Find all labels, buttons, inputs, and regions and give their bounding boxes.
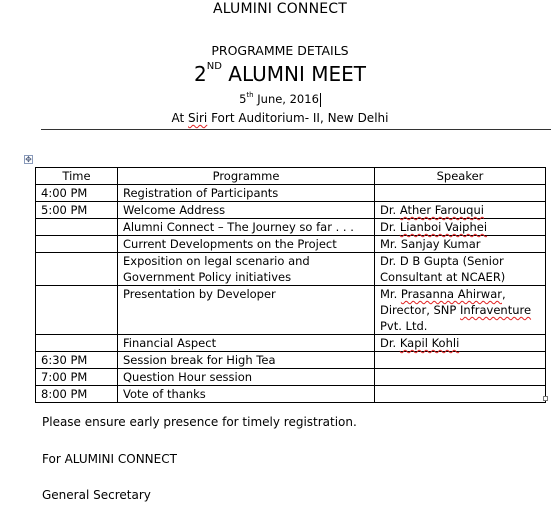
cell-time <box>36 253 118 286</box>
cell-speaker <box>375 219 546 236</box>
cell-speaker <box>375 386 546 403</box>
table-row <box>36 386 546 403</box>
speaker-line <box>380 286 540 302</box>
speaker-name: Prasanna Ahirwar <box>400 287 502 301</box>
speaker-title: Dr. <box>380 203 400 217</box>
footer-signatory: General Secretary <box>42 488 151 502</box>
cell-time <box>36 236 118 253</box>
table-row <box>36 236 546 253</box>
footer-note: Please ensure early presence for timely registration. <box>42 415 357 429</box>
cell-programme: Financial Aspect <box>118 335 375 352</box>
event-title <box>0 62 560 86</box>
cell-speaker <box>375 202 546 219</box>
cell-time: 7:00 PM <box>36 369 118 386</box>
cell-time <box>36 286 118 335</box>
cell-programme: Question Hour session <box>118 369 375 386</box>
header-speaker: Speaker <box>375 168 546 185</box>
cell-time: 6:30 PM <box>36 352 118 369</box>
cell-time: 8:00 PM <box>36 386 118 403</box>
cell-programme: Welcome Address <box>118 202 375 219</box>
event-date <box>0 92 560 107</box>
cell-programme: Presentation by Developer <box>118 286 375 335</box>
speaker-line: Dr. D B Gupta (Senior <box>380 254 504 268</box>
event-date-rest: June, 2016 <box>253 92 319 106</box>
cell-programme: Current Developments on the Project <box>118 236 375 253</box>
programme-table <box>35 167 546 403</box>
organization-title: ALUMINI CONNECT <box>212 1 348 17</box>
cell-programme: Alumni Connect – The Journey so far . . . <box>118 219 375 236</box>
table-row <box>36 253 546 286</box>
speaker-role: Director, SNP <box>380 303 461 317</box>
event-date-ordinal: th <box>246 91 254 99</box>
cell-time <box>36 219 118 236</box>
speaker-line: Consultant at NCAER) <box>380 270 506 284</box>
cell-time: 5:00 PM <box>36 202 118 219</box>
cell-programme: Registration of Participants <box>118 185 375 202</box>
programme-subtitle: PROGRAMME DETAILS <box>211 43 349 58</box>
table-row <box>36 286 546 335</box>
move-handle-icon[interactable]: ✥ <box>25 155 32 164</box>
table-header-row <box>36 168 546 185</box>
event-title-number: 2 <box>194 62 207 86</box>
programme-line: Exposition on legal scenario and <box>123 254 310 268</box>
speaker-title: Dr. <box>380 336 400 350</box>
venue-prefix: At <box>171 111 189 125</box>
event-date-day: 5 <box>239 92 247 106</box>
venue-siri-misspelled: Siri <box>188 111 208 125</box>
table-row <box>36 369 546 386</box>
speaker-line <box>380 302 540 318</box>
cell-speaker <box>375 286 546 335</box>
cell-speaker <box>375 185 546 202</box>
speaker-title: Mr. <box>380 287 401 301</box>
speaker-name: Ather Farouqui <box>399 203 484 217</box>
speaker-name: Lianboi Vaiphei <box>399 220 488 234</box>
text-cursor <box>320 93 321 107</box>
table-row <box>36 219 546 236</box>
footer-signoff: For ALUMINI CONNECT <box>42 452 177 466</box>
speaker-title: Dr. <box>380 220 400 234</box>
cell-programme: Session break for High Tea <box>118 352 375 369</box>
cell-speaker: Mr. Sanjay Kumar <box>375 236 546 253</box>
table-row <box>36 202 546 219</box>
table-row <box>36 352 546 369</box>
speaker-punct: , <box>502 287 506 301</box>
event-title-ordinal: ND <box>206 61 222 72</box>
cell-speaker <box>375 369 546 386</box>
header-time: Time <box>36 168 118 185</box>
header-programme: Programme <box>118 168 375 185</box>
event-venue <box>0 111 560 125</box>
cell-programme: Vote of thanks <box>118 386 375 403</box>
cell-time: 4:00 PM <box>36 185 118 202</box>
speaker-company: Infraventure <box>460 303 532 317</box>
cell-time <box>36 335 118 352</box>
table-resize-handle[interactable] <box>543 396 548 401</box>
table-row <box>36 335 546 352</box>
speaker-line: Pvt. Ltd. <box>380 319 428 333</box>
speaker-name: Kapil Kohli <box>399 336 460 350</box>
cell-speaker <box>375 335 546 352</box>
programme-line: Government Policy initiatives <box>123 270 292 284</box>
cell-speaker <box>375 253 546 286</box>
cell-programme <box>118 253 375 286</box>
venue-rest: Fort Auditorium- II, New Delhi <box>207 111 389 125</box>
event-title-text: ALUMNI MEET <box>221 62 366 86</box>
cell-speaker <box>375 352 546 369</box>
header-divider <box>41 129 551 130</box>
table-row <box>36 185 546 202</box>
